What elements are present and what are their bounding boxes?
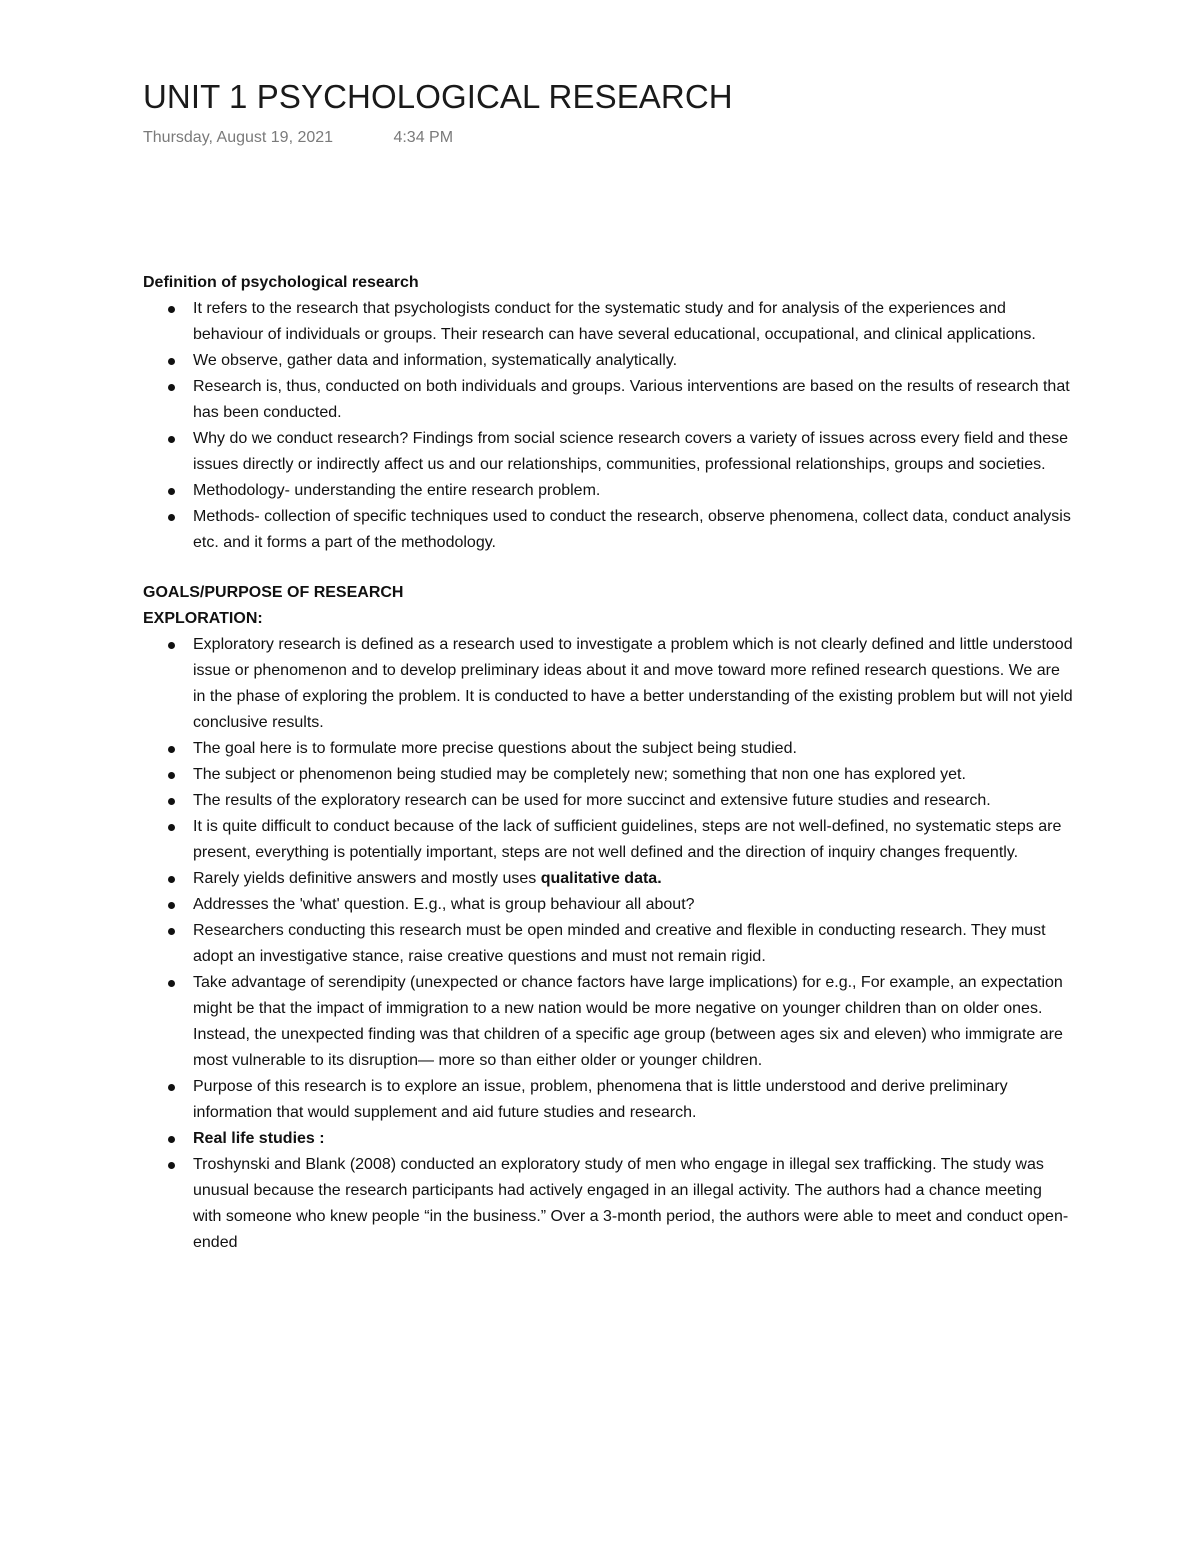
note-time: 4:34 PM [393,129,454,146]
list-item-text: The subject or phenomenon being studied may be completely new; something that non one has explored yet. [193,766,966,783]
bullet-icon [168,306,175,313]
page-title: UNIT 1 PSYCHOLOGICAL RESEARCH [143,78,733,115]
bullet-icon [168,928,175,935]
list-item [143,918,1073,970]
list-item-text: Researchers conducting this research must be open minded and creative and flexible in conducting research. They must adopt an investigative stance, raise creative questions and must not remain rigid. [193,922,1046,965]
bullet-icon [168,1162,175,1169]
bullet-icon [168,772,175,779]
list-item-text: We observe, gather data and information, systematically analytically. [193,352,678,369]
list-item-text: Exploratory research is defined as a research used to investigate a problem which is not clearly defined and little understood issue or phenomenon and to develop preliminary ideas about it and move toward more refined research questions. We are in the phase of exploring the problem. It is conducted to have a better understanding of the existing problem but will not yield conclusive results. [193,636,1073,731]
bullet-icon [168,488,175,495]
list-item-text: It is quite difficult to conduct because of the lack of sufficient guidelines, steps are not well-defined, no systematic steps are present, everything is potentially important, steps are not well defined and the direction of inquiry changes frequently. [193,818,1062,861]
list-item-text: Take advantage of serendipity (unexpected or chance factors have large implications) for e.g., For example, an expectation might be that the impact of immigration to a new nation would be more negative on younger children than on older ones. Instead, the unexpected finding was that children of a specific age group (between ages six and eleven) who immigrate are most vulnerable to its disruption— more so than either older or younger children. [193,974,1063,1069]
goals-heading: GOALS/PURPOSE OF RESEARCH [143,584,404,601]
list-item-text: Real life studies : [193,1130,325,1147]
list-item [143,866,1073,892]
exploration-subheading: EXPLORATION: [143,610,263,627]
list-item [143,788,1073,814]
note-timestamp [143,128,1073,148]
list-item-text: Methods- collection of specific techniques used to conduct the research, observe phenomena, collect data, conduct analysis etc. and it forms a part of the methodology. [193,508,1071,551]
bullet-icon [168,876,175,883]
bullet-icon [168,642,175,649]
bullet-icon [168,436,175,443]
list-item [143,1074,1073,1126]
list-item [143,478,1073,504]
list-item-text: Addresses the 'what' question. E.g., what is group behaviour all about? [193,896,695,913]
section-spacer [143,556,1073,580]
exploration-list [143,632,1073,1256]
list-item [143,814,1073,866]
bullet-icon [168,824,175,831]
list-item [143,1152,1073,1256]
note-body [143,270,1073,1256]
list-item [143,632,1073,736]
bold-fragment: qualitative data. [540,870,662,887]
list-item [143,970,1073,1074]
definition-list [143,296,1073,556]
bullet-icon [168,1136,175,1143]
list-item [143,296,1073,348]
list-item [143,762,1073,788]
list-item [143,504,1073,556]
bullet-icon [168,980,175,987]
bullet-icon [168,358,175,365]
bullet-icon [168,798,175,805]
list-item-text: Methodology- understanding the entire research problem. [193,482,601,499]
bullet-icon [168,1084,175,1091]
list-item-text: Research is, thus, conducted on both individuals and groups. Various interventions are based on the results of research that has been conducted. [193,378,1070,421]
list-item [143,426,1073,478]
bullet-icon [168,514,175,521]
bullet-icon [168,902,175,909]
list-item [143,1126,1073,1152]
list-item-text: Purpose of this research is to explore an issue, problem, phenomena that is little understood and derive preliminary information that would supplement and aid future studies and research. [193,1078,1008,1121]
definition-heading: Definition of psychological research [143,274,419,291]
list-item [143,892,1073,918]
list-item [143,736,1073,762]
list-item-text: The goal here is to formulate more precise questions about the subject being studied. [193,740,797,757]
list-item-text: Why do we conduct research? Findings from social science research covers a variety of issues across every field and these issues directly or indirectly affect us and our relationships, communities, professional relationships, groups and societies. [193,430,1069,473]
list-item-text: The results of the exploratory research can be used for more succinct and extensive future studies and research. [193,792,991,809]
note-page [143,78,1073,1251]
bullet-icon [168,384,175,391]
list-item-text: It refers to the research that psychologists conduct for the systematic study and for analysis of the experiences and behaviour of individuals or groups. Their research can have several educational, occupational, and clinical applications. [193,300,1036,343]
list-item-text: Rarely yields definitive answers and mostly uses [193,870,537,887]
list-item-text: Troshynski and Blank (2008) conducted an exploratory study of men who engage in illegal sex trafficking. The study was unusual because the research participants had actively engaged in an illegal activity. The authors had a chance meeting with someone who knew people “in the business.” Over a 3-month period, the authors were able to meet and conduct open-ended [193,1156,1069,1251]
list-item [143,348,1073,374]
bullet-icon [168,746,175,753]
list-item [143,374,1073,426]
note-date: Thursday, August 19, 2021 [143,129,334,146]
